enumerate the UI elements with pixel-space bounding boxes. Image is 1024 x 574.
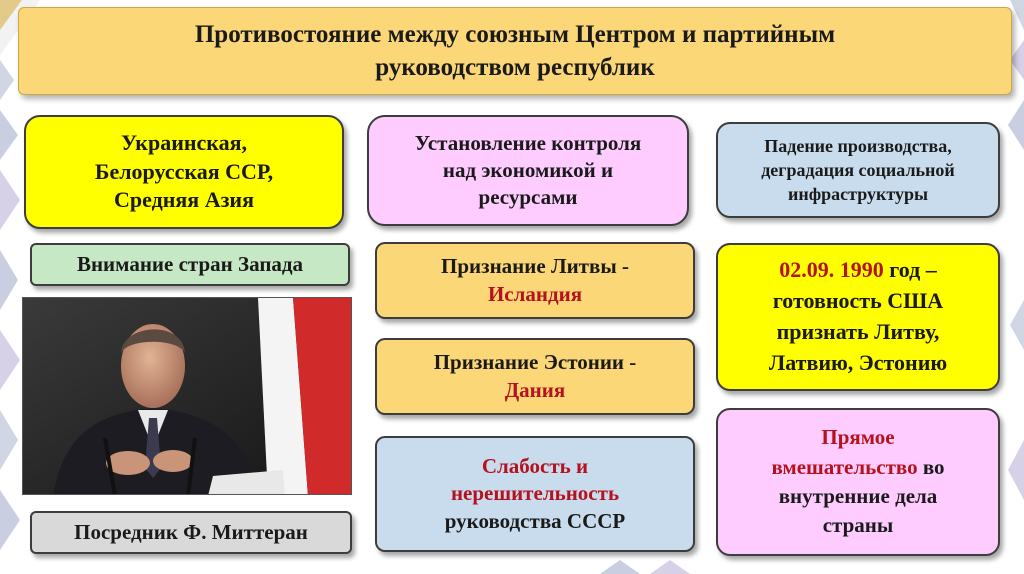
weakness-line-3: руководства СССР bbox=[444, 508, 626, 533]
direct-intervention-box bbox=[716, 408, 1000, 556]
control-line-1: Установление контроля bbox=[414, 130, 642, 155]
weakness-line-1: Слабость и bbox=[481, 454, 589, 479]
mediator-caption-box bbox=[30, 511, 352, 554]
mitterrand-photo bbox=[22, 297, 352, 495]
decline-line-2: деградация социальной bbox=[761, 159, 955, 180]
ussr-weakness-box bbox=[375, 436, 695, 552]
production-decline-box bbox=[716, 122, 1000, 218]
usa-readiness-line-4: Латвию, Эстонию bbox=[768, 349, 948, 375]
decline-line-3: инфраструктуры bbox=[787, 184, 929, 205]
decline-line-1: Падение производства, bbox=[764, 135, 952, 156]
iceland-label: Исландия bbox=[487, 281, 583, 306]
lithuania-recognition-text: Признание Литвы - bbox=[441, 254, 629, 279]
year-suffix: год – bbox=[883, 257, 937, 283]
intervention-line-4: страны bbox=[822, 513, 894, 538]
usa-readiness-line-3: признать Литву, bbox=[776, 319, 940, 344]
usa-readiness-line-2: готовность США bbox=[772, 288, 944, 314]
regions-line-2: Белорусская ССР, bbox=[94, 158, 274, 184]
denmark-label: Дания bbox=[504, 377, 566, 402]
control-line-3: ресурсами bbox=[478, 185, 578, 210]
regions-box bbox=[24, 115, 344, 229]
regions-line-1: Украинская, bbox=[120, 130, 248, 156]
weakness-line-2: нерешительность bbox=[450, 481, 620, 506]
west-attention-box bbox=[30, 243, 350, 286]
title-line-1: Противостояние между союзным Центром и партийным bbox=[194, 21, 836, 48]
estonia-recognition-box bbox=[375, 338, 695, 415]
usa-readiness-line-1 bbox=[779, 255, 936, 286]
regions-line-3: Средняя Азия bbox=[113, 187, 254, 213]
usa-readiness-box bbox=[716, 243, 1000, 391]
page-title bbox=[18, 7, 1012, 95]
control-line-2: над экономикой и bbox=[442, 157, 614, 182]
intervention-suffix: во bbox=[917, 454, 945, 479]
title-line-2: руководством республик bbox=[375, 54, 655, 81]
lithuania-recognition-box bbox=[375, 242, 695, 319]
intervention-line-3: внутренние дела bbox=[778, 484, 938, 508]
mediator-caption: Посредник Ф. Миттеран bbox=[74, 519, 308, 544]
estonia-recognition-text: Признание Эстонии - bbox=[433, 350, 637, 375]
west-attention-label: Внимание стран Запада bbox=[76, 251, 304, 276]
intervention-line-1: Прямое bbox=[821, 425, 895, 450]
control-box bbox=[367, 115, 689, 226]
intervention-line-2 bbox=[771, 453, 944, 482]
intervention-word: вмешательство bbox=[771, 454, 918, 479]
date-label: 02.09. 1990 bbox=[779, 257, 884, 283]
